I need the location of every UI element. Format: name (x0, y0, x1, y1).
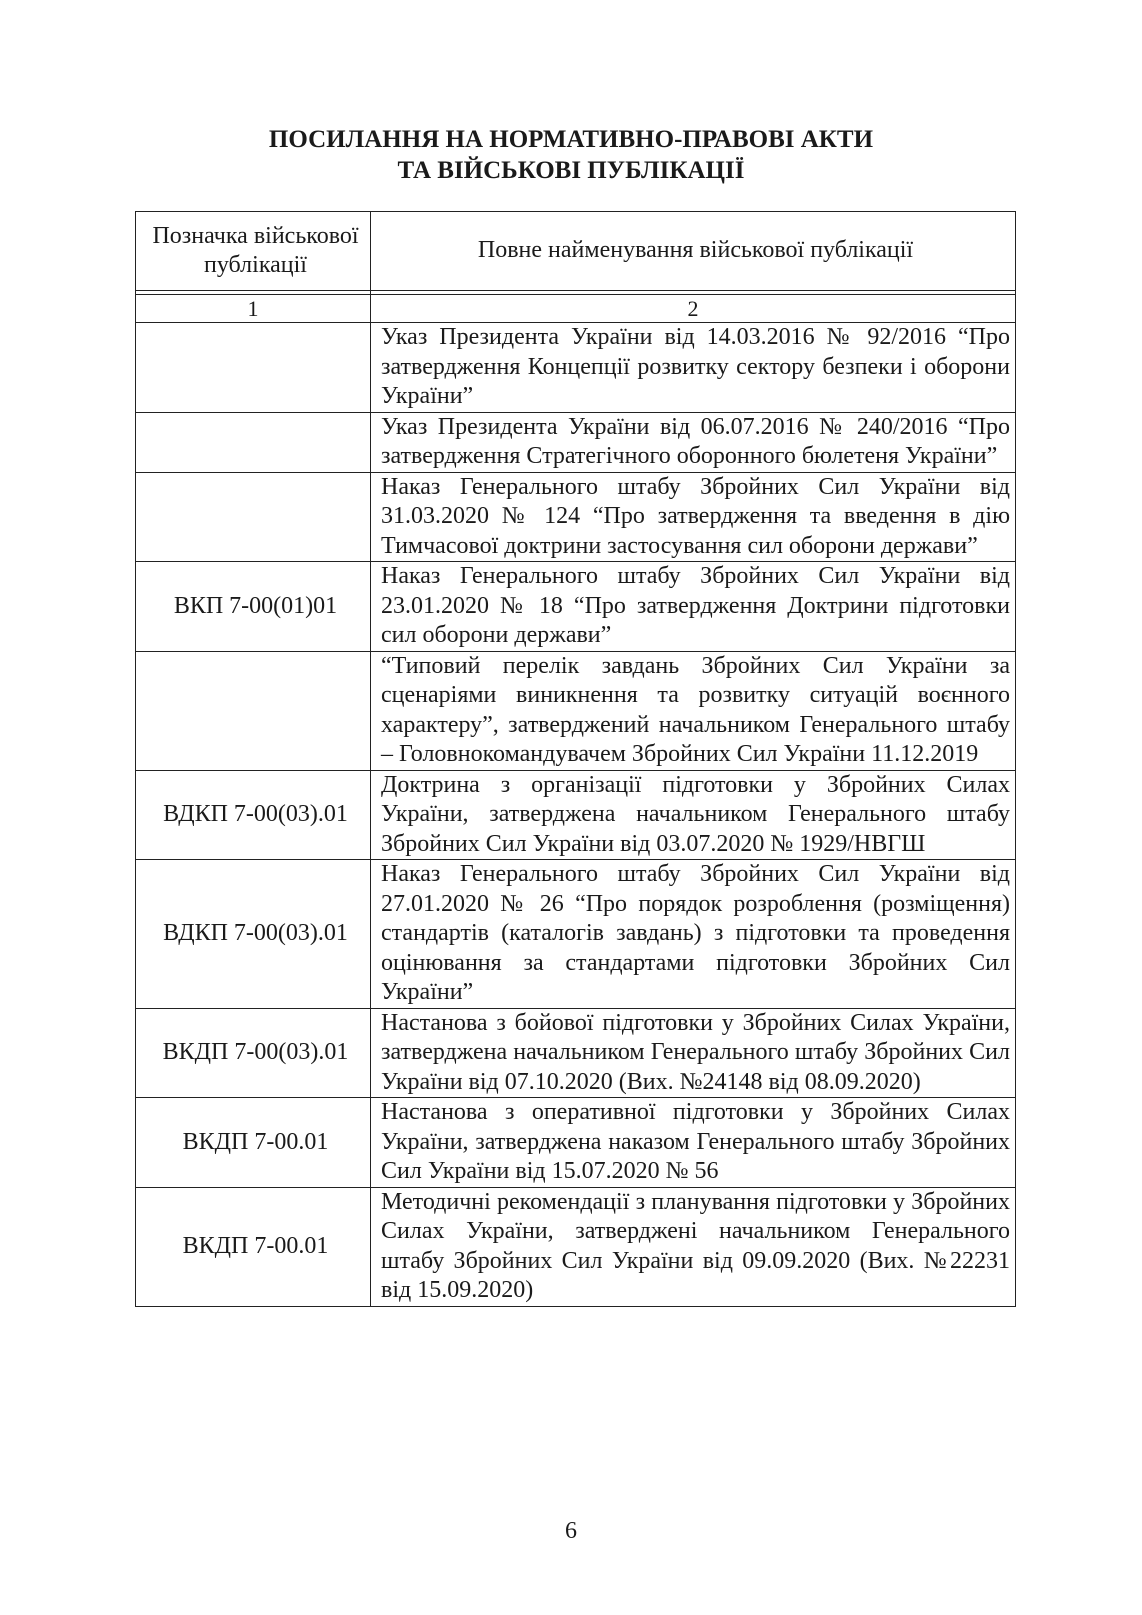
table-row (136, 1098, 1016, 1188)
publication-code: ВДКП 7-00(03).01 (136, 860, 371, 1009)
publication-name: Указ Президента України від 14.03.2016 № 92/2016 “Про затвердження Концепції розвитку сектору безпеки і оборони України” (371, 323, 1016, 413)
table-row (136, 562, 1016, 652)
column-number-2: 2 (371, 295, 1016, 323)
page-title (0, 124, 1142, 186)
publication-name: Наказ Генерального штабу Збройних Сил України від 27.01.2020 № 26 “Про порядок розроблення (розміщення) стандартів (каталогів завдань) з підготовки та проведення оцінювання за стандартами підготовки Збройних Сил України” (371, 860, 1016, 1009)
column-number-1: 1 (136, 295, 371, 323)
table-row (136, 860, 1016, 1009)
publication-name: Методичні рекомендації з планування підготовки у Збройних Силах України, затверджені начальником Генерального штабу Збройних Сил України від 09.09.2020 (Вих. №22231 від 15.09.2020) (371, 1187, 1016, 1306)
publication-code (136, 651, 371, 770)
publication-code (136, 472, 371, 562)
publication-name: Настанова з оперативної підготовки у Збройних Силах України, затверджена наказом Генерального штабу Збройних Сил України від 15.07.2020 № 56 (371, 1098, 1016, 1188)
column-number-row (136, 295, 1016, 323)
table-row (136, 472, 1016, 562)
publication-name: Наказ Генерального штабу Збройних Сил України від 23.01.2020 № 18 “Про затвердження Доктрини підготовки сил оборони держави” (371, 562, 1016, 652)
header-publication-name: Повне найменування військової публікації (371, 212, 1016, 291)
publication-name: Доктрина з організації підготовки у Збройних Силах України, затверджена начальником Генерального штабу Збройних Сил України від 03.07.2020 № 1929/НВГШ (371, 770, 1016, 860)
publication-name: Настанова з бойової підготовки у Збройних Силах України, затверджена начальником Генерального штабу Збройних Сил України від 07.10.2020 (Вих. №24148 від 08.09.2020) (371, 1008, 1016, 1098)
publication-code: ВКДП 7-00.01 (136, 1187, 371, 1306)
table-header-row (136, 212, 1016, 291)
publication-code: ВКДП 7-00(03).01 (136, 1008, 371, 1098)
publication-name: Наказ Генерального штабу Збройних Сил України від 31.03.2020 № 124 “Про затвердження та введення в дію Тимчасової доктрини застосування сил оборони держави” (371, 472, 1016, 562)
header-publication-code: Позначка військової публікації (136, 212, 371, 291)
publication-code: ВКДП 7-00.01 (136, 1098, 371, 1188)
page-title-line-2: ТА ВІЙСЬКОВІ ПУБЛІКАЦІЇ (397, 157, 745, 184)
publication-code: ВКП 7-00(01)01 (136, 562, 371, 652)
table-row (136, 1008, 1016, 1098)
publication-code (136, 412, 371, 472)
table-row (136, 770, 1016, 860)
publication-code (136, 323, 371, 413)
page-title-line-1: ПОСИЛАННЯ НА НОРМАТИВНО-ПРАВОВІ АКТИ (268, 126, 874, 153)
publication-code: ВДКП 7-00(03).01 (136, 770, 371, 860)
table-row (136, 651, 1016, 770)
references-table (135, 211, 1016, 1307)
table-row (136, 412, 1016, 472)
publication-name: Указ Президента України від 06.07.2016 № 240/2016 “Про затвердження Стратегічного оборонного бюлетеня України” (371, 412, 1016, 472)
table-row (136, 1187, 1016, 1306)
page-number: 6 (565, 1518, 577, 1544)
publication-name: “Типовий перелік завдань Збройних Сил України за сценаріями виникнення та розвитку ситуацій воєнного характеру”, затверджений начальником Генерального штабу – Головнокомандувачем Збройних Сил України 11.12.2019 (371, 651, 1016, 770)
table-row (136, 323, 1016, 413)
